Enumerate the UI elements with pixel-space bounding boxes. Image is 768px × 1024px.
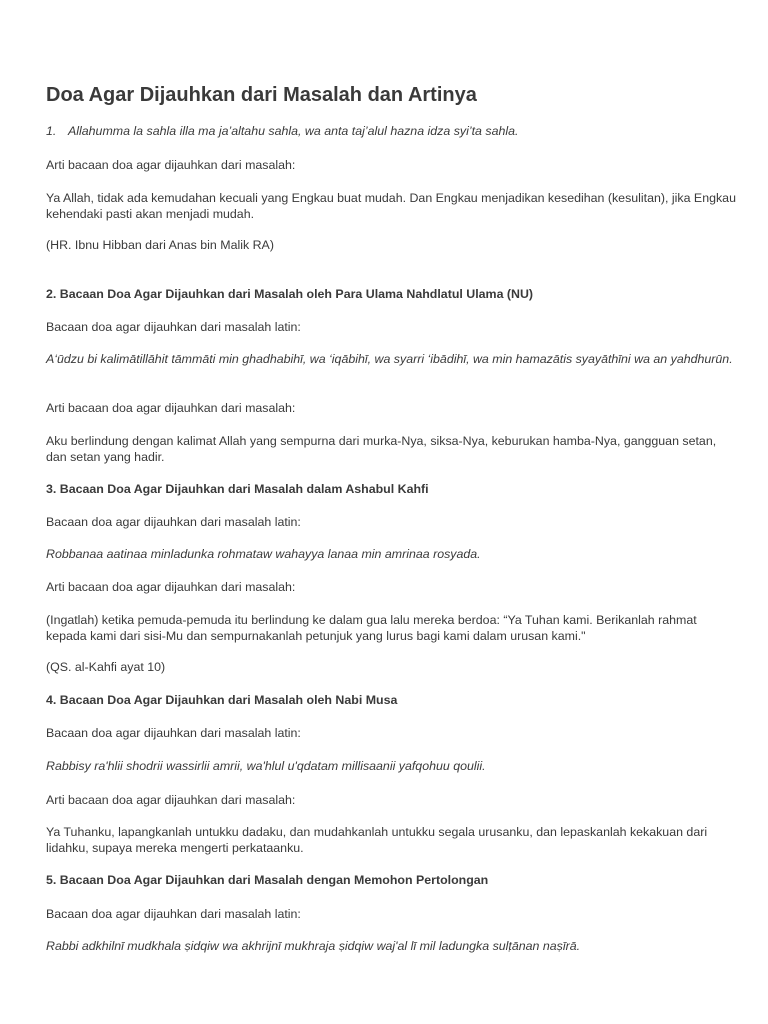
section-heading-3: 3. Bacaan Doa Agar Dijauhkan dari Masalah dalam Ashabul Kahfi: [46, 482, 429, 496]
latin-label-2: Bacaan doa agar dijauhkan dari masalah latin:: [46, 320, 301, 334]
meaning-paragraph-1: Ya Allah, tidak ada kemudahan kecuali yang Engkau buat mudah. Dan Engkau menjadikan kesedihan (kesulitan), jika Engkau kehendaki pasti akan menjadi mudah.: [46, 191, 736, 221]
arti-label-2: Arti bacaan doa agar dijauhkan dari masalah:: [46, 401, 296, 415]
arti-label-4: Arti bacaan doa agar dijauhkan dari masalah:: [46, 793, 296, 807]
section-heading-4: 4. Bacaan Doa Agar Dijauhkan dari Masalah oleh Nabi Musa: [46, 693, 398, 707]
meaning-paragraph-3: (Ingatlah) ketika pemuda-pemuda itu berlindung ke dalam gua lalu mereka berdoa: “Ya Tuhan kami. Berikanlah rahmat kepada kami dari sisi-Mu dan sempurnakanlah petunjuk yang lurus bagi kami dalam urusan kami.": [46, 613, 697, 643]
source-citation-3: (QS. al-Kahfi ayat 10): [46, 660, 166, 674]
section-heading-2: 2. Bacaan Doa Agar Dijauhkan dari Masalah oleh Para Ulama Nahdlatul Ulama (NU): [46, 287, 534, 301]
doa-text-5: Rabbi adkhilnī mudkhala ṣidqiw wa akhrijnī mukhraja ṣidqiw waj'al lī mil ladungka sulṭānan naṣīrā.: [46, 939, 581, 953]
latin-label-4: Bacaan doa agar dijauhkan dari masalah latin:: [46, 726, 301, 740]
arti-label-3: Arti bacaan doa agar dijauhkan dari masalah:: [46, 580, 296, 594]
list-item-1: [46, 123, 736, 139]
arti-label-1: Arti bacaan doa agar dijauhkan dari masalah:: [46, 158, 296, 172]
meaning-paragraph-2: Aku berlindung dengan kalimat Allah yang sempurna dari murka-Nya, siksa-Nya, keburukan hamba-Nya, gangguan setan, dan setan yang hadir.: [46, 434, 717, 464]
source-citation-1: (HR. Ibnu Hibban dari Anas bin Malik RA): [46, 238, 274, 252]
latin-label-3: Bacaan doa agar dijauhkan dari masalah latin:: [46, 515, 301, 529]
section-heading-5: 5. Bacaan Doa Agar Dijauhkan dari Masalah dengan Memohon Pertolongan: [46, 873, 489, 887]
doa-text-2: A‘ūdzu bi kalimātillāhit tāmmāti min ghadhabihī, wa ‘iqābihī, wa syarri ‘ibādihī, wa min hamazātis syayāthīni wa an yahdhurūn.: [46, 352, 733, 366]
page-title: Doa Agar Dijauhkan dari Masalah dan Artinya: [46, 84, 477, 106]
doa-text-3: Robbanaa aatinaa minladunka rohmataw wahayya lanaa min amrinaa rosyada.: [46, 547, 481, 561]
doa-text-4: Rabbisy ra'hlii shodrii wassirlii amrii, wa'hlul u'qdatam millisaanii yafqohuu qoulii.: [46, 759, 486, 773]
meaning-paragraph-4: Ya Tuhanku, lapangkanlah untukku dadaku, dan mudahkanlah untukku segala urusanku, dan lepaskanlah kekakuan dari lidahku, supaya mereka mengerti perkataanku.: [46, 825, 708, 855]
list-item-number: 1.: [46, 124, 57, 138]
list-item-text: Allahumma la sahla illa ma ja’altahu sahla, wa anta taj’alul hazna idza syi’ta sahla.: [68, 124, 519, 138]
latin-label-5: Bacaan doa agar dijauhkan dari masalah latin:: [46, 907, 301, 921]
